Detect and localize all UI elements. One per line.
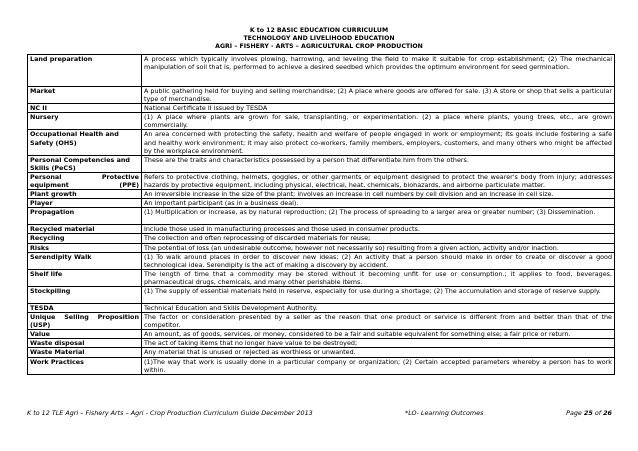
table-row — [28, 252, 615, 269]
footer-note: *LO- Learning Outcomes — [405, 409, 484, 417]
glossary-definition: (1) The supply of essential materials held in reserve, especially for use during a shortage; (2) The accumulation and storage of reserve supply. — [142, 286, 615, 303]
table-row — [28, 55, 615, 87]
table-row — [28, 87, 615, 104]
document-header — [0, 27, 638, 52]
glossary-definition: An amount, as of goods, services, or money, considered to be a fair and suitable equivalent for something else; a fair price or return. — [142, 330, 615, 339]
glossary-definition: An area concerned with protecting the safety, health and welfare of people engaged in work or employment; Its goals include fostering a safe and healthy work environment; it may also protect co-workers, family members, employers, customers, and many others who might be affected by the workplace environment. — [142, 130, 615, 155]
page-of: of — [594, 409, 602, 417]
glossary-term: Unique Selling Proposition (USP) — [28, 313, 142, 330]
table-row — [28, 199, 615, 208]
curriculum-title: K to 12 BASIC EDUCATION CURRICULUM — [249, 27, 389, 34]
table-row — [28, 172, 615, 189]
glossary-term: Value — [28, 330, 142, 339]
table-row — [28, 357, 615, 374]
glossary-term: Waste disposal — [28, 339, 142, 348]
glossary-term: Nursery — [28, 113, 142, 130]
glossary-definition: The act of taking items that no longer have value to be destroyed; — [142, 339, 615, 348]
table-row — [28, 339, 615, 348]
table-row — [28, 208, 615, 225]
glossary-definition: (1) A place where plants are grown for sale, transplanting, or experimentation. (2) a place where plants, young trees, etc., are grown commercially. — [142, 113, 615, 130]
glossary-definition: An irreversible increase in the size of the plant; involves an increase in cell numbers by cell division and an increase in cell size. — [142, 190, 615, 199]
glossary-term: Personal Competencies and Skills (PeCS) — [28, 155, 142, 172]
glossary-definition: Technical Education and Skills Development Authority. — [142, 303, 615, 312]
table-row — [28, 286, 615, 303]
page-prefix: Page — [566, 409, 582, 417]
table-row — [28, 243, 615, 252]
glossary-term: TESDA — [28, 303, 142, 312]
table-row — [28, 303, 615, 312]
glossary-definition: An important participant (as in a business deal). — [142, 199, 615, 208]
glossary-term: Risks — [28, 243, 142, 252]
glossary-definition: The factor or consideration presented by a seller as the reason that one product or service is different from and better than that of the competitor. — [142, 313, 615, 330]
glossary-term: Stockpiling — [28, 286, 142, 303]
footer-document-title: K to 12 TLE Agri – Fishery Arts – Agri - Crop Production Curriculum Guide December 2013 — [27, 409, 313, 417]
glossary-table — [27, 54, 615, 375]
table-row — [28, 269, 615, 286]
table-row — [28, 155, 615, 172]
glossary-definition: Include those used in manufacturing processes and those used in consumer products. — [142, 225, 615, 234]
glossary-term: Propagation — [28, 208, 142, 225]
glossary-term: NC II — [28, 104, 142, 113]
table-row — [28, 313, 615, 330]
course-title: AGRI – FISHERY - ARTS – AGRICULTURAL CROP PRODUCTION — [215, 43, 423, 51]
glossary-definition: The length of time that a commodity may be stored without it becoming unfit for use or consumption.; it applies to food, beverages, pharmaceutical drugs, chemicals, and many other perishable items. — [142, 269, 615, 286]
glossary-term: Plant growth — [28, 190, 142, 199]
glossary-definition: These are the traits and characteristics possessed by a person that differentiate him from the others. — [142, 155, 615, 172]
glossary-definition: (1)The way that work is usually done in a particular company or organization; (2) Certain accepted parameters whereby a person has to work within. — [142, 357, 615, 374]
glossary-definition: (1) Multiplication or increase, as by natural reproduction; (2) The process of spreading to a larger area or greater number; (3) Dissemination. — [142, 208, 615, 225]
glossary-term: Market — [28, 87, 142, 104]
table-row — [28, 113, 615, 130]
table-row — [28, 190, 615, 199]
table-row — [28, 234, 615, 243]
glossary-term: Serendipity Walk — [28, 252, 142, 269]
table-row — [28, 348, 615, 357]
glossary-definition: (1) To walk around places in order to discover new ideas; (2) An activity that a person should make in order to create or discover a good technological idea. Serendipity is the act of making a discovery by accident. — [142, 252, 615, 269]
subject-title: TECHNOLOGY AND LIVELIHOOD EDUCATION — [243, 35, 395, 43]
glossary-term: Work Practices — [28, 357, 142, 374]
table-row — [28, 330, 615, 339]
glossary-definition: Refers to protective clothing, helmets, goggles, or other garments or equipment designed to protect the wearer's body from injury; addresses hazards by protective equipment, including physical, electrical, heat, chemicals, biohazards, and airborne particulate matter. — [142, 172, 615, 189]
glossary-term: Player — [28, 199, 142, 208]
glossary-definition: Any material that is unused or rejected as worthless or unwanted. — [142, 348, 615, 357]
glossary-term: Recycling — [28, 234, 142, 243]
glossary-term: Land preparation — [28, 55, 142, 87]
table-row — [28, 130, 615, 155]
glossary-term: Shelf life — [28, 269, 142, 286]
glossary-definition: The collection and often reprocessing of discarded materials for reuse; — [142, 234, 615, 243]
page-current: 25 — [583, 409, 593, 417]
table-row — [28, 104, 615, 113]
glossary-definition: National Certificate II issued by TESDA — [142, 104, 615, 113]
glossary-definition: A process which typically involves plowing, harrowing, and leveling the field to make it suitable for crop establishment; (2) The mechanical manipulation of soil that is, performed to achieve a desired seedbed which provides the optimum environment for seed germination. — [142, 55, 615, 87]
glossary-definition: The potential of loss (an undesirable outcome, however not necessarily so) resulting from a given action, activity and/or inaction. — [142, 243, 615, 252]
glossary-term: Occupational Health and Safety (OHS) — [28, 130, 142, 155]
glossary-term: Recycled material — [28, 225, 142, 234]
page-number — [566, 409, 612, 417]
page-total: 26 — [603, 409, 612, 417]
glossary-term: Personal Protective equipment (PPE) — [28, 172, 142, 189]
glossary-definition: A public gathering held for buying and selling merchandise; (2) A place where goods are offered for sale. (3) A store or shop that sells a particular type of merchandise. — [142, 87, 615, 104]
glossary-term: Waste Material — [28, 348, 142, 357]
table-row — [28, 225, 615, 234]
